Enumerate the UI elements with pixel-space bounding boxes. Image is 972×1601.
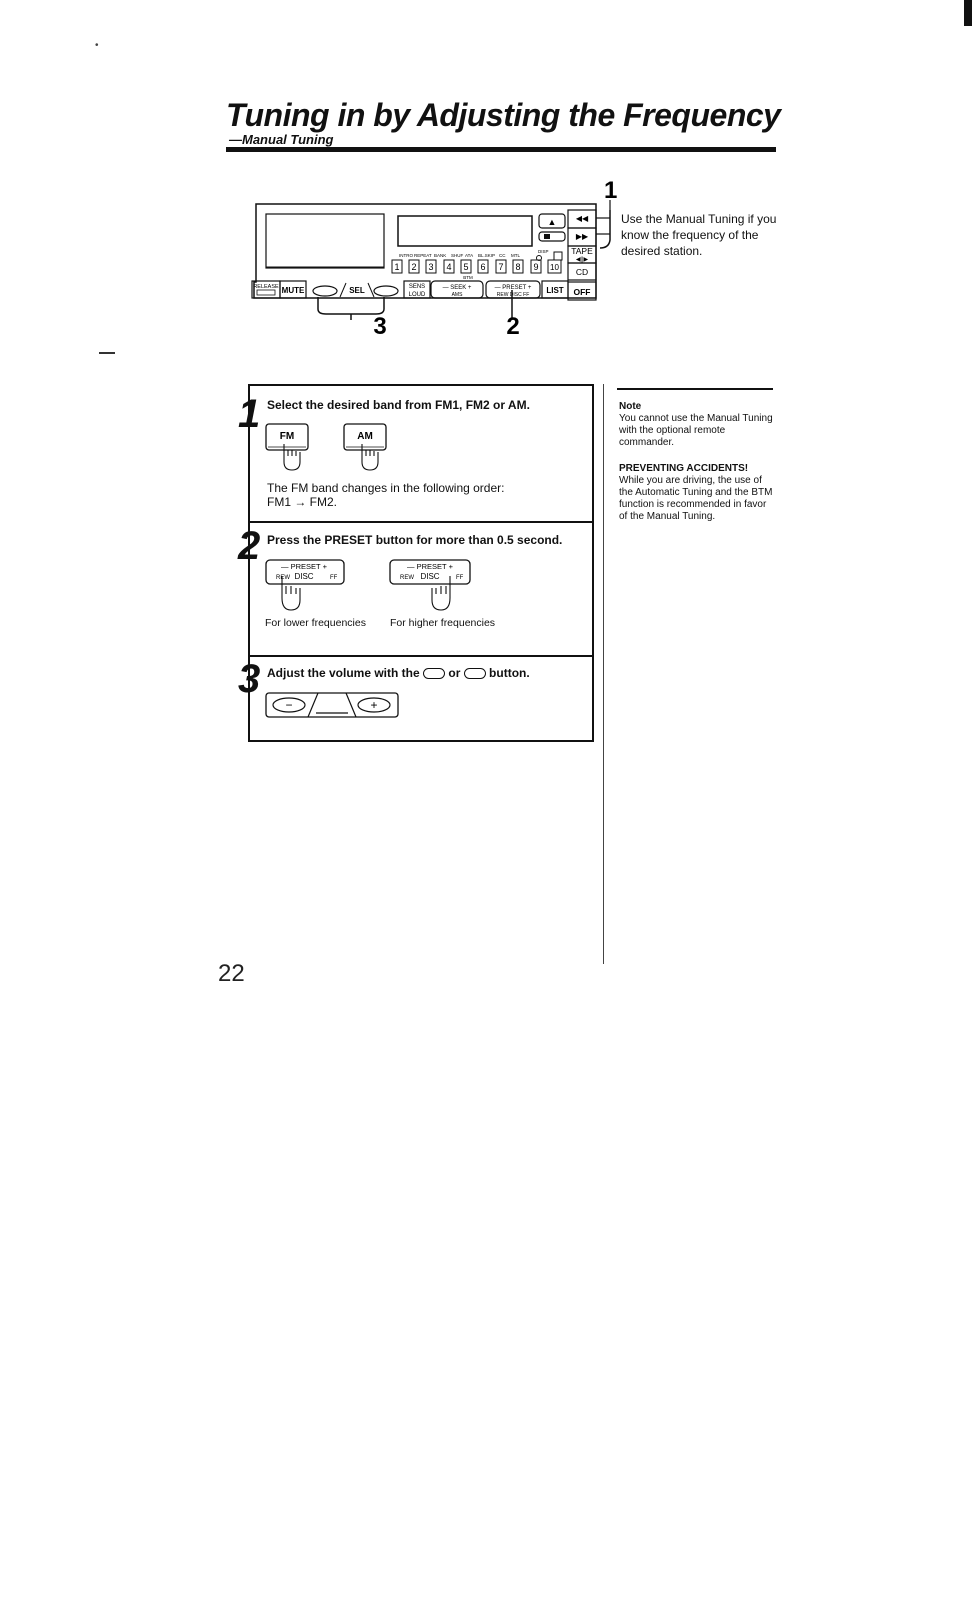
callout-1: 1 xyxy=(604,177,618,204)
svg-text:7: 7 xyxy=(498,262,504,272)
preset-buttons-illustration xyxy=(264,558,494,614)
stereo-unit-diagram xyxy=(246,170,618,342)
seek-label: — SEEK + xyxy=(442,285,472,291)
svg-text:9: 9 xyxy=(533,262,539,272)
column-rule xyxy=(603,384,604,964)
steps-box xyxy=(238,384,594,742)
callout-3: 3 xyxy=(373,313,387,340)
svg-text:1: 1 xyxy=(394,262,400,272)
am-button-label: AM xyxy=(357,431,373,442)
step-divider xyxy=(250,655,592,657)
svg-text:8: 8 xyxy=(515,262,521,272)
svg-text:INTRO REPEAT BANK: INTRO REPEAT BANK SHUF ATA BL.SKIP CC MTL xyxy=(399,253,520,258)
loud-label: LOUD xyxy=(408,292,426,298)
list-label: LIST xyxy=(546,286,564,295)
svg-text:REW: REW xyxy=(276,575,290,581)
svg-text:FF: FF xyxy=(330,575,338,581)
svg-text:◀||▶: ◀||▶ xyxy=(575,257,589,263)
svg-text:2: 2 xyxy=(411,262,417,272)
svg-text:10: 10 xyxy=(550,263,559,272)
off-label: OFF xyxy=(573,287,591,297)
fm-button-label: FM xyxy=(279,431,295,442)
svg-text:◀◀: ◀◀ xyxy=(575,214,589,223)
step-2-heading: Press the PRESET button for more than 0.5 second. xyxy=(267,533,563,547)
volume-buttons-illustration xyxy=(264,691,404,721)
page-number: 22 xyxy=(218,960,245,987)
svg-text:4: 4 xyxy=(446,262,452,272)
svg-text:3: 3 xyxy=(428,262,434,272)
band-buttons-illustration xyxy=(264,422,394,472)
mute-label: MUTE xyxy=(281,286,305,295)
svg-text:DISC: DISC xyxy=(294,572,314,581)
disp-label: DISP xyxy=(538,249,549,254)
step-3-heading: Adjust the volume with the or button. xyxy=(267,666,530,680)
caption-higher: For higher frequencies xyxy=(390,617,496,629)
preset-right-label: — PRESET + xyxy=(407,562,453,571)
plus-button-icon xyxy=(464,668,486,679)
caption-lower: For lower frequencies xyxy=(265,617,366,629)
volume-minus: − xyxy=(285,698,293,712)
step-1-number: 1 xyxy=(238,392,261,436)
step-1-text-line1: The FM band changes in the following order: xyxy=(267,481,505,495)
title-rule xyxy=(226,147,776,152)
note-text: You cannot use the Manual Tuning with the optional remote commander. xyxy=(619,413,773,448)
svg-text:FF: FF xyxy=(456,575,464,581)
svg-text:6: 6 xyxy=(480,262,486,272)
step-1-heading: Select the desired band from FM1, FM2 or AM. xyxy=(267,398,530,412)
tape-label: TAPE xyxy=(571,246,593,256)
cd-label: CD xyxy=(575,267,589,277)
eject-icon: ▲ xyxy=(547,217,557,227)
volume-plus: + xyxy=(370,698,378,712)
note-rule xyxy=(617,388,773,390)
page-title: Tuning in by Adjusting the Frequency xyxy=(226,97,781,133)
btm-label: BTM xyxy=(463,275,473,280)
sens-label: SENS xyxy=(408,284,426,290)
release-label: RELEASE xyxy=(253,284,279,290)
preventing-heading: PREVENTING ACCIDENTS! xyxy=(619,463,749,474)
svg-text:5: 5 xyxy=(463,262,469,272)
step-1-text-line2: FM1 → FM2. xyxy=(267,495,338,509)
page-edge-mark xyxy=(964,0,972,26)
step-2-number: 2 xyxy=(238,524,261,568)
minus-button-icon xyxy=(423,668,445,679)
svg-text:REW: REW xyxy=(400,575,414,581)
speck: • xyxy=(95,40,99,51)
svg-text:DISC: DISC xyxy=(420,572,440,581)
intro-text: Use the Manual Tuning if you know the frequency of the desired station. xyxy=(621,212,777,258)
preventing-text: While you are driving, the use of the Automatic Tuning and the BTM function is recommended in favor of the Manual Tuning. xyxy=(619,475,773,522)
note-heading: Note xyxy=(619,401,642,412)
preset-left-label: — PRESET + xyxy=(281,562,327,571)
disc-label: REW DISC FF xyxy=(496,292,530,298)
step-3-number: 3 xyxy=(238,657,261,701)
sel-label: SEL xyxy=(349,286,365,295)
callout-2: 2 xyxy=(506,313,520,340)
preset-label: — PRESET + xyxy=(494,285,532,291)
step-divider xyxy=(250,521,592,523)
page-subtitle: —Manual Tuning xyxy=(229,132,334,147)
svg-text:▶▶: ▶▶ xyxy=(575,232,589,241)
margin-dash xyxy=(99,352,115,354)
ams-label: AMS xyxy=(451,292,463,298)
